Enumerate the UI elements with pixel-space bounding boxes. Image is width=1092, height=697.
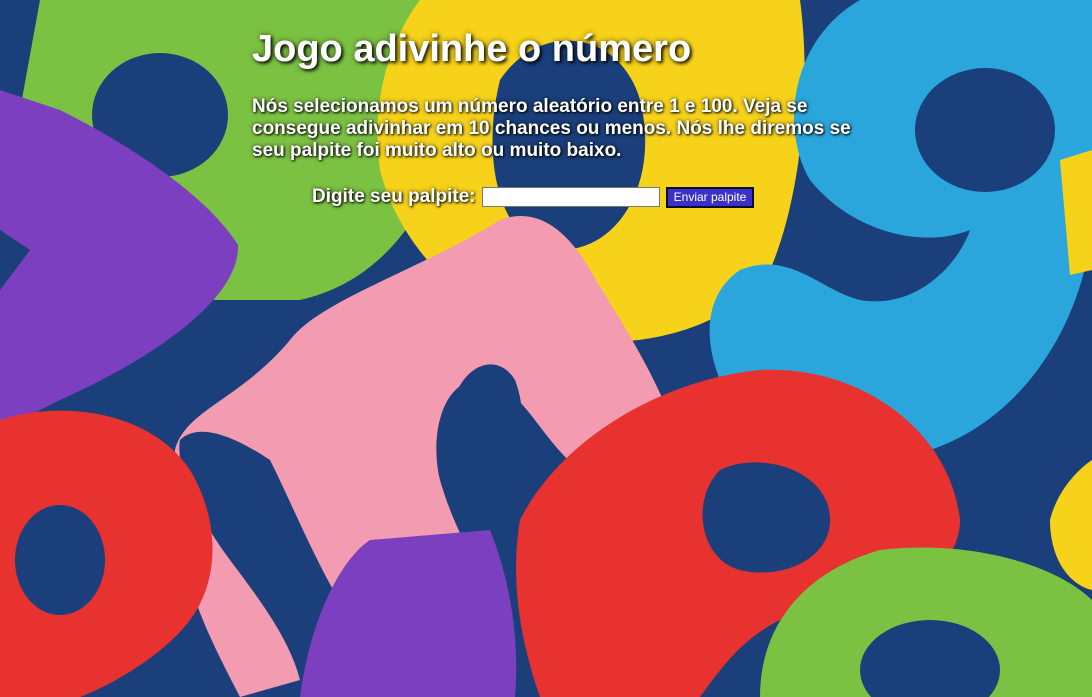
guess-input[interactable]	[482, 187, 660, 207]
game-description: Nós selecionamos um número aleatório entre 1 e 100. Veja se consegue adivinhar em 10 chances ou menos. Nós lhe diremos se seu palpite foi muito alto ou muito baixo.	[252, 96, 851, 161]
game-panel	[252, 26, 872, 207]
page-title: Jogo adivinhe o número	[252, 28, 692, 70]
submit-guess-button[interactable]: Enviar palpite	[666, 187, 755, 208]
guess-label: Digite seu palpite:	[312, 186, 476, 207]
guess-form	[312, 186, 754, 208]
